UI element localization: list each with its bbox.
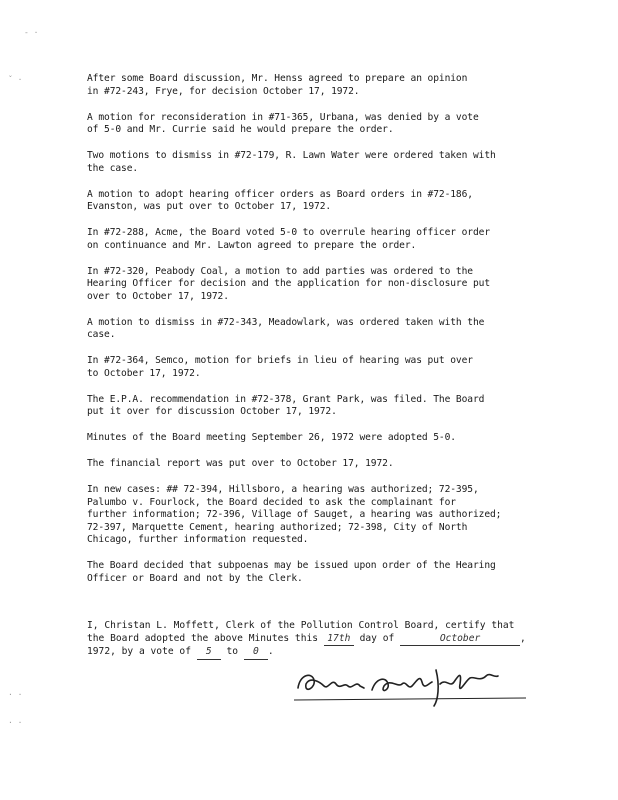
minutes-paragraph: In new cases: ## 72-394, Hillsboro, a hearing was authorized; 72-395, Palumbo v. Fourlock, the Board decided to ask the complainant for further information; 72-396, Village of Sauget, a hearing was authorized; 72-397, Marquette Cement, hearing authorized; 72-398, City of North Chicago, further information requested.: [87, 484, 502, 545]
scan-mark: · ·: [8, 718, 23, 727]
minutes-paragraph: Two motions to dismiss in #72-179, R. Lawn Water were ordered taken with the case.: [87, 150, 496, 174]
minutes-body: [87, 73, 547, 599]
clerk-signature: [290, 660, 530, 710]
certification-line-1: I, Christan L. Moffett, Clerk of the Pollution Control Board, certify that: [87, 620, 515, 631]
minutes-paragraph: The financial report was put over to October 17, 1972.: [87, 458, 394, 469]
vote-for-field: 5: [197, 646, 221, 660]
minutes-paragraph: In #72-320, Peabody Coal, a motion to add parties was ordered to the Hearing Officer for decision and the application for non-disclosure put over to October 17, 1972.: [87, 265, 490, 302]
minutes-paragraph: In #72-364, Semco, motion for briefs in lieu of hearing was put over to October 17, 1972.: [87, 355, 473, 379]
certification-line-2: the Board adopted the above Minutes this 17th day of October ,: [87, 633, 526, 644]
minutes-paragraph: The Board decided that subpoenas may be issued upon order of the Hearing Officer or Board and not by the Clerk.: [87, 560, 496, 584]
scan-mark: · ·: [8, 690, 23, 699]
minutes-paragraph: A motion to dismiss in #72-343, Meadowlark, was ordered taken with the case.: [87, 316, 485, 340]
certification-line-3: 1972, by a vote of 5 to 0 .: [87, 646, 274, 657]
month-field: October: [400, 633, 520, 647]
minutes-paragraph: Minutes of the Board meeting September 26, 1972 were adopted 5-0.: [87, 432, 456, 443]
minutes-paragraph: The E.P.A. recommendation in #72-378, Grant Park, was filed. The Board put it over for discussion October 17, 1972.: [87, 393, 485, 417]
minutes-paragraph: A motion to adopt hearing officer orders as Board orders in #72-186, Evanston, was put over to October 17, 1972.: [87, 188, 473, 212]
vote-against-field: 0: [244, 646, 268, 660]
minutes-paragraph: A motion for reconsideration in #71-365, Urbana, was denied by a vote of 5-0 and Mr. Currie said he would prepare the order.: [87, 111, 479, 135]
scan-mark: ˇ ·: [8, 75, 23, 84]
minutes-paragraph: After some Board discussion, Mr. Henss agreed to prepare an opinion in #72-243, Frye, for decision October 17, 1972.: [87, 73, 468, 97]
day-field: 17th: [324, 633, 354, 647]
signature-image: [290, 660, 530, 710]
scan-mark: - ·: [24, 28, 39, 37]
clerk-certification: [87, 620, 557, 660]
minutes-paragraph: In #72-288, Acme, the Board voted 5-0 to overrule hearing officer order on continuance and Mr. Lawton agreed to prepare the order.: [87, 227, 490, 251]
